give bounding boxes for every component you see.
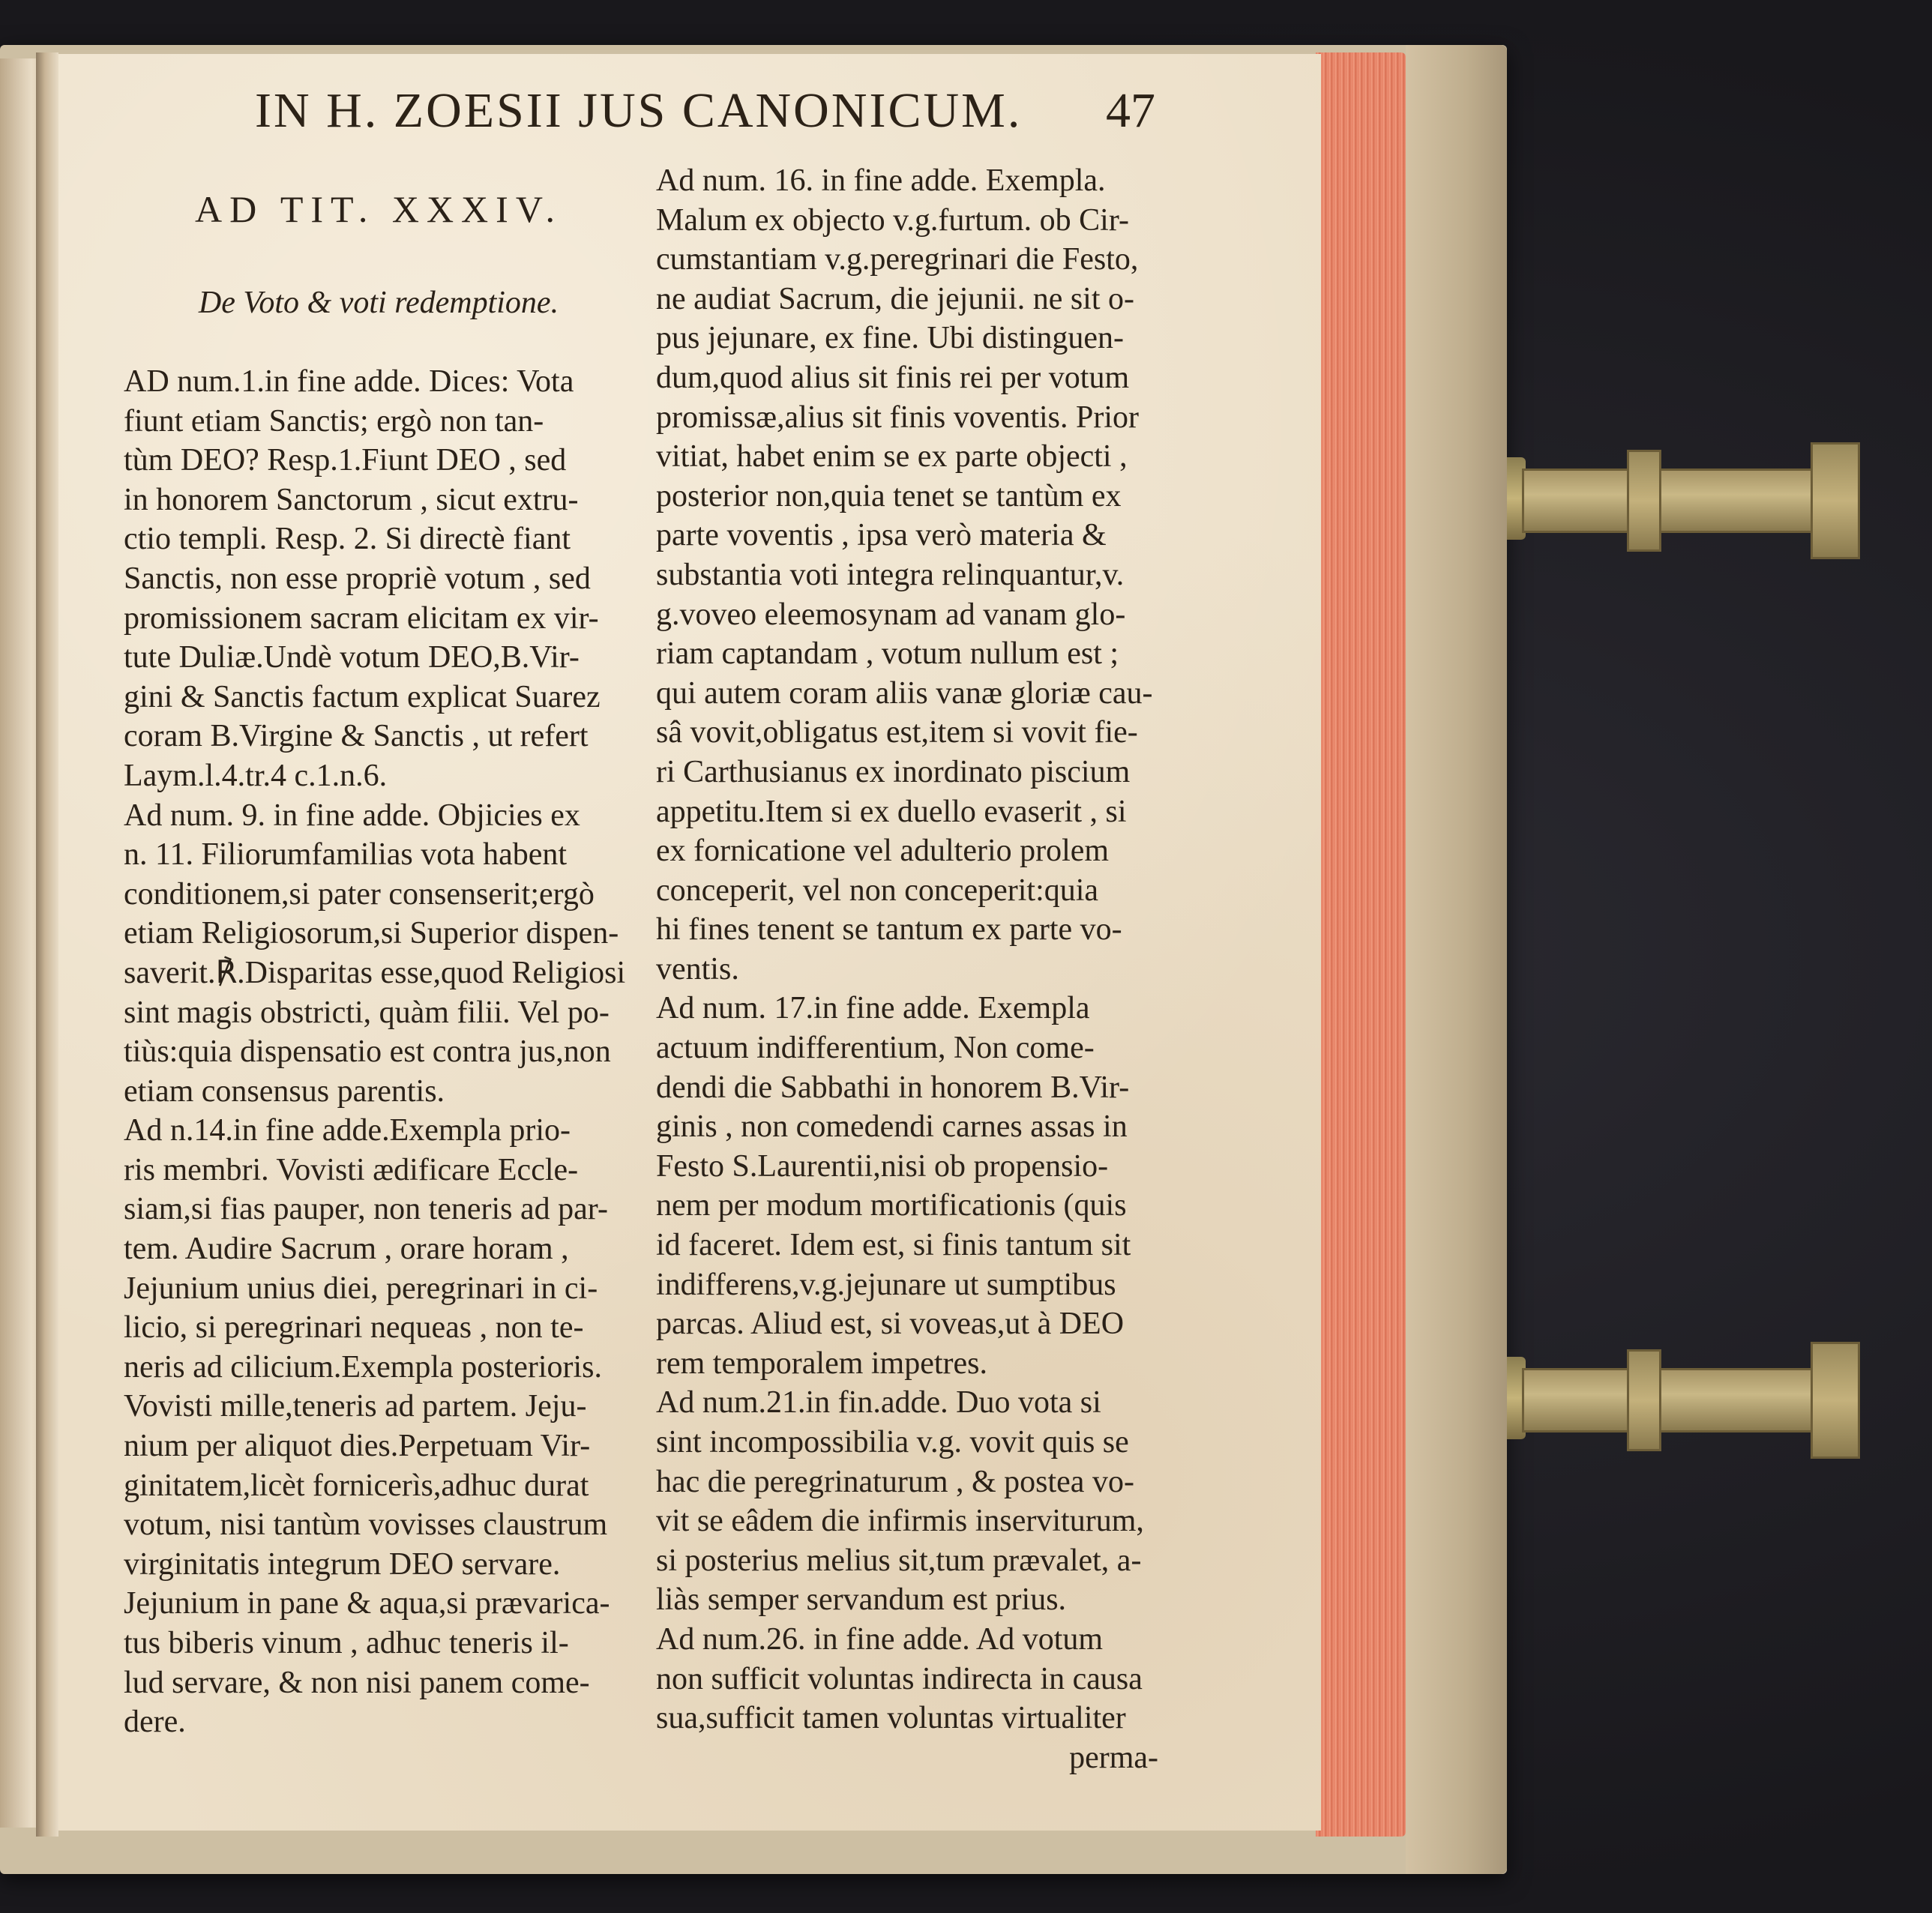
text-line: Ad num. 17.in fine adde. Exempla <box>656 991 1090 1026</box>
text-line: dere. <box>124 1705 186 1740</box>
text-line: ri Carthusianus ex inordinato piscium <box>656 754 1131 789</box>
text-line: Sanctis, non esse propriè votum , sed <box>124 561 591 596</box>
text-line: Ad num.26. in fine adde. Ad votum <box>656 1621 1104 1657</box>
text-line: tiùs:quia dispensatio est contra jus,non <box>124 1034 611 1070</box>
text-line: tute Duliæ.Undè votum DEO,B.Vir- <box>124 640 580 675</box>
text-line: Malum ex objecto v.g.furtum. ob Cir- <box>656 202 1129 238</box>
text-line: sâ vovit,obligatus est,item si vovit fie- <box>656 715 1138 750</box>
text-line: ctio templi. Resp. 2. Si directè fiant <box>124 522 571 557</box>
text-line: riam captandam , votum nullum est ; <box>656 636 1119 672</box>
section-subtitle: De Voto & voti redemptione. <box>198 286 559 320</box>
text-line: n. 11. Filiorumfamilias vota habent <box>124 837 568 873</box>
text-line: actuum indifferentium, Non come- <box>656 1031 1095 1066</box>
text-line: nem per modum mortificationis (quis <box>656 1188 1127 1223</box>
text-line: Festo S.Laurentii,nisi ob propensio- <box>656 1148 1109 1184</box>
page-number: 47 <box>1106 83 1155 138</box>
text-line: tus biberis vinum , adhuc teneris il- <box>124 1626 569 1660</box>
text-line: cumstantiam v.g.peregrinari die Festo, <box>656 242 1139 277</box>
text-line: ginitatem,licèt fornicerìs,adhuc durat <box>124 1468 589 1503</box>
catchword: perma- <box>1069 1740 1158 1775</box>
text-line: hi fines tenent se tantum ex parte vo- <box>656 912 1122 948</box>
text-line: liàs semper servandum est prius. <box>656 1582 1067 1618</box>
text-line: Ad n.14.in fine adde.Exempla prio- <box>124 1113 571 1148</box>
text-line: rem temporalem impetres. <box>656 1346 988 1381</box>
text-line: Vovisti mille,teneris ad partem. Jeju- <box>124 1389 587 1424</box>
text-line: ris membri. Vovisti ædificare Eccle- <box>124 1152 579 1187</box>
text-line: qui autem coram aliis vanæ gloriæ cau- <box>656 675 1153 711</box>
text-line: siam,si fias pauper, non teneris ad par- <box>124 1192 608 1227</box>
cover-edge <box>1406 45 1507 1874</box>
text-line: saverit.℟.Disparitas esse,quod Religiosi <box>124 955 626 990</box>
text-line: g.voveo eleemosynam ad vanam glo- <box>656 597 1126 632</box>
text-line: id faceret. Idem est, si finis tantum sit <box>656 1228 1131 1263</box>
text-line: neris ad cilicium.Exempla posterioris. <box>124 1349 602 1385</box>
text-line: pus jejunare, ex fine. Ubi distinguen- <box>656 321 1125 356</box>
text-line: sua,sufficit tamen voluntas virtualiter <box>656 1701 1126 1736</box>
text-line: in honorem Sanctorum , sicut extru- <box>124 482 579 517</box>
text-line: hac die peregrinaturum , & postea vo- <box>656 1464 1134 1499</box>
text-line: Laym.l.4.tr.4 c.1.n.6. <box>124 758 388 793</box>
running-title: IN H. ZOESII JUS CANONICUM. <box>255 83 1023 138</box>
text-line: nium per aliquot dies.Perpetuam Vir- <box>124 1429 591 1464</box>
page-gutter <box>36 52 58 1837</box>
text-line: etiam consensus parentis. <box>124 1073 445 1109</box>
text-line: ventis. <box>656 951 739 986</box>
text-line: conceperit, vel non conceperit:quia <box>656 873 1099 908</box>
text-line: licio, si peregrinari nequeas , non te- <box>124 1310 584 1346</box>
text-line: fiunt etiam Sanctis; ergò non tan- <box>124 403 544 439</box>
text-line: dum,quod alius sit finis rei per votum <box>656 360 1130 395</box>
text-line: ex fornicatione vel adulterio prolem <box>656 834 1110 869</box>
left-text-block <box>124 362 634 1742</box>
text-line: ginis , non comedendi carnes assas in <box>656 1109 1128 1145</box>
text-line: Jejunium in pane & aqua,si prævarica- <box>124 1586 610 1621</box>
text-line: Jejunium unius diei, peregrinari in ci- <box>124 1271 598 1306</box>
text-line: dendi die Sabbathi in honorem B.Vir- <box>656 1070 1130 1105</box>
section-title: AD TIT. XXXIV. <box>195 188 562 230</box>
text-line: appetitu.Item si ex duello evaserit , si <box>656 794 1127 829</box>
right-text-block <box>656 161 1173 1777</box>
text-line: sint incompossibilia v.g. vovit quis se <box>656 1425 1129 1459</box>
text-line: conditionem,si pater consenserit;ergò <box>124 876 595 912</box>
text-line: votum, nisi tantùm vovisses claustrum <box>124 1507 608 1543</box>
lower-clasp <box>1481 1342 1882 1454</box>
text-line: promissæ,alius sit finis voventis. Prior <box>656 400 1140 435</box>
text-line: tùm DEO? Resp.1.Fiunt DEO , sed <box>124 443 567 478</box>
text-line: lud servare, & non nisi panem come- <box>124 1665 590 1700</box>
text-line: ne audiat Sacrum, die jejunii. ne sit o- <box>656 281 1134 316</box>
text-line: parte voventis , ipsa verò materia & <box>656 518 1107 553</box>
text-line: Ad num.21.in fin.adde. Duo vota si <box>656 1385 1101 1421</box>
text-line: non sufficit voluntas indirecta in causa <box>656 1661 1143 1696</box>
text-line: promissionem sacram elicitam ex vir- <box>124 600 599 636</box>
text-line: si posterius melius sit,tum prævalet, a- <box>656 1543 1142 1578</box>
text-line: coram B.Virgine & Sanctis , ut refert <box>124 719 589 754</box>
text-line: tem. Audire Sacrum , orare horam , <box>124 1232 569 1267</box>
upper-clasp <box>1481 442 1882 555</box>
text-line: Ad num. 9. in fine adde. Objicies ex <box>124 798 580 833</box>
text-line: vit se eâdem die infirmis inserviturum, <box>656 1504 1144 1539</box>
text-line: gini & Sanctis factum explicat Suarez <box>124 679 601 714</box>
text-line: posterior non,quia tenet se tantùm ex <box>656 478 1122 513</box>
text-line: sint magis obstricti, quàm filii. Vel po- <box>124 995 610 1030</box>
text-line: AD num.1.in fine adde. Dices: Vota <box>124 364 574 399</box>
right-column <box>656 161 1173 1777</box>
red-fore-edge <box>1316 52 1406 1837</box>
left-column <box>124 161 634 1742</box>
text-line: virginitatis integrum DEO servare. <box>124 1546 561 1582</box>
text-line: parcas. Aliud est, si voveas,ut à DEO <box>656 1307 1125 1342</box>
text-line: Ad num. 16. in fine adde. Exempla. <box>656 163 1106 198</box>
text-line: indifferens,v.g.jejunare ut sumptibus <box>656 1267 1116 1302</box>
text-line: substantia voti integra relinquantur,v. <box>656 557 1125 592</box>
text-line: etiam Religiosorum,si Superior dispen- <box>124 916 619 951</box>
text-line: vitiat, habet enim se ex parte objecti , <box>656 439 1128 475</box>
